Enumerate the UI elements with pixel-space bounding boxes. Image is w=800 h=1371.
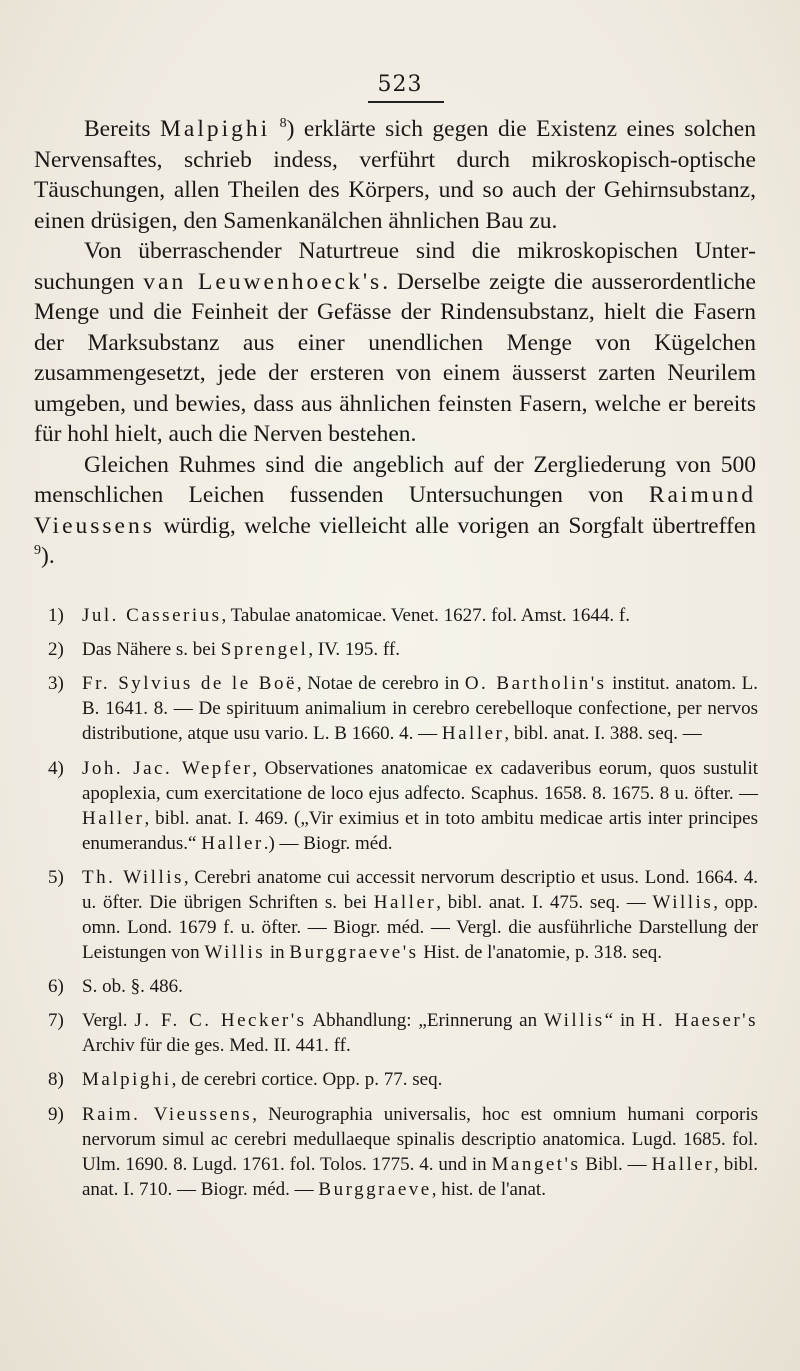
spaced-name: Joh. Jac. Wepfer	[82, 757, 253, 779]
spaced-name: Th. Willis	[82, 866, 184, 888]
paragraph	[34, 114, 756, 236]
spaced-name: Haller	[82, 807, 145, 829]
paragraph	[34, 450, 756, 572]
footnotes	[48, 603, 758, 1211]
text-run	[270, 116, 279, 142]
spaced-name: Malpighi	[82, 1069, 172, 1091]
text-run: in	[265, 941, 290, 963]
text-run: , bibl. anat. I. 475. seq. —	[436, 891, 653, 913]
text-run: , bibl. anat. I. 469. („Vir eximius et in toto ambitu medicae artis inter principes enumerandus.“	[82, 807, 758, 854]
footnote	[48, 671, 758, 746]
text-run: , Tabulae anatomicae. Venet. 1627. fol. Amst. 1644. f.	[221, 605, 630, 626]
footnote	[48, 603, 758, 628]
footnote	[48, 637, 758, 662]
spaced-name: Malpighi	[160, 116, 271, 142]
spaced-name: Willis	[204, 941, 266, 963]
spaced-name: Manget's	[491, 1153, 581, 1175]
spaced-name: Sprengel	[220, 639, 309, 661]
text-run: , de cerebri cortice. Opp. p. 77. seq.	[171, 1069, 443, 1091]
text-run: Bereits	[84, 116, 161, 142]
spaced-name: Haller	[441, 723, 505, 745]
text-run: ).	[41, 543, 55, 569]
text-run: , Notae de cerebro in	[296, 673, 465, 695]
text-run: Das Nähere s. bei	[82, 639, 221, 661]
spaced-name: Burggraeve's	[289, 941, 419, 963]
text-run: , Observationes anatomicae ex cadaveribus eorum, quos sustulit apoplexia, cum exercitatione de loco ejus adfecto. Scaphus. 1658. 8. 1675. 8 u. öfter. —	[82, 757, 758, 804]
footnote-reference: 9	[34, 543, 41, 558]
text-run: , bibl. anat. I. 710. — Biogr. méd. —	[82, 1153, 759, 1200]
spaced-name: Willis	[652, 891, 714, 913]
text-run: . Derselbe zeigte die ausserordentliche Menge und die Feinheit der Gefässe der Rindensubstanz, hielt die Fasern der Marksubstanz aus einer unendlichen Menge von Kügelchen zusammengesetzt, jede der ersteren von einem äusserst zarten Neurilem umgeben, und bewies, dass aus ähnlichen feinsten Fasern, welche er bereits für hohl hielt, auch die Nerven bestehen.	[34, 268, 756, 447]
text-run: Vergl.	[82, 1010, 135, 1032]
text-run: S. ob. §. 486.	[82, 975, 183, 997]
footnote-marker: 6)	[48, 975, 64, 997]
spaced-name: J. F. C. Hecker's	[134, 1010, 307, 1032]
spaced-name: H. Haeser's	[641, 1010, 758, 1032]
text-run: , opp. omn. Lond. 1679 f. u. öfter. — Biogr. méd. — Vergl. die ausführliche Darstellung der Leistungen von	[82, 891, 759, 963]
spaced-name: van Leuwenhoeck's	[143, 268, 383, 295]
footnote-marker: 7)	[48, 1010, 64, 1032]
text-run: Gleichen Ruhmes sind die angeblich auf der Zergliederung von 500 menschlichen Leichen fussenden Untersuchungen von	[34, 451, 756, 508]
text-run: institut. anatom. L. B. 1641. 8. — De spirituum animalium in cerebro cerebelloque confectione, per nervos distributione, atque usu vario. L. B 1660. 4. —	[82, 673, 758, 745]
text-run: Abhandlung: „Erinnerung an	[306, 1010, 544, 1032]
text-run: Archiv für die ges. Med. II. 441. ff.	[82, 1035, 351, 1057]
spaced-name: O. Bartholin's	[464, 673, 607, 695]
paragraph	[34, 236, 756, 450]
text-run: Hist. de l'anatomie, p. 318. seq.	[418, 941, 663, 963]
spaced-name: Haller	[651, 1153, 715, 1175]
text-run: , IV. 195. ff.	[308, 639, 400, 661]
footnote	[48, 756, 758, 856]
page-number: 523	[377, 72, 423, 97]
footnote	[48, 1067, 758, 1092]
footnote-marker: 3)	[48, 673, 64, 695]
footnote-marker: 5)	[48, 866, 64, 888]
text-run: ) erklärte sich gegen die Existenz eines solchen Nervensaftes, schrieb indess, verführt durch mikroskopisch-optische Täuschungen, allen Theilen des Körpers, und so auch der Gehirnsubstanz, einen drüsigen, den Samenkanälchen ähnlichen Bau zu.	[34, 116, 756, 234]
text-run: Bibl. —	[580, 1153, 652, 1175]
text-run: , hist. de l'anat.	[431, 1178, 546, 1200]
spaced-name: Raim. Vieussens	[82, 1103, 253, 1125]
footnote-marker: 4)	[48, 757, 64, 779]
spaced-name: Willis	[543, 1010, 605, 1032]
spaced-name: Haller	[201, 832, 264, 854]
spaced-name: Fr. Sylvius de le Boë	[82, 673, 297, 695]
spaced-name: Raimund Vieussens	[34, 482, 756, 539]
footnote-reference: 8	[279, 116, 287, 131]
spaced-name: Burggraeve	[318, 1178, 432, 1200]
text-run: , Neurographia universalis, hoc est omnium humani corporis nervorum simul ac cerebri medullaeque spinalis descriptio anatomica. Lugd. 1685. fol. Ulm. 1690. 8. Lugd. 1761. fol. Tolos. 1775. 4. und in	[82, 1103, 758, 1175]
text-run: , bibl. anat. I. 388. seq. —	[504, 723, 702, 745]
footnote-marker: 1)	[48, 605, 64, 626]
body-text	[34, 114, 756, 572]
footnote-marker: 8)	[48, 1069, 64, 1091]
text-run: “ in	[604, 1010, 642, 1032]
footnote	[48, 1008, 758, 1058]
spaced-name: Haller	[373, 891, 437, 913]
page-number-rule	[368, 101, 444, 103]
footnote	[48, 974, 758, 999]
text-run: .) — Biogr. méd.	[263, 832, 393, 854]
footnote-marker: 2)	[48, 639, 64, 661]
footnote	[48, 1102, 758, 1202]
text-run: Von überraschender Naturtreue sind die mikroskopischen Untersuchungen	[34, 238, 756, 295]
footnote	[48, 865, 758, 965]
text-run: würdig, welche vielleicht alle vorigen an Sorgfalt übertreffen	[154, 512, 756, 539]
footnote-marker: 9)	[48, 1103, 64, 1125]
text-run: , Cerebri anatome cui accessit nervorum descriptio et usus. Lond. 1664. 4. u. öfter. Die übrigen Schriften s. bei	[82, 866, 758, 913]
spaced-name: Jul. Casserius	[82, 605, 222, 626]
